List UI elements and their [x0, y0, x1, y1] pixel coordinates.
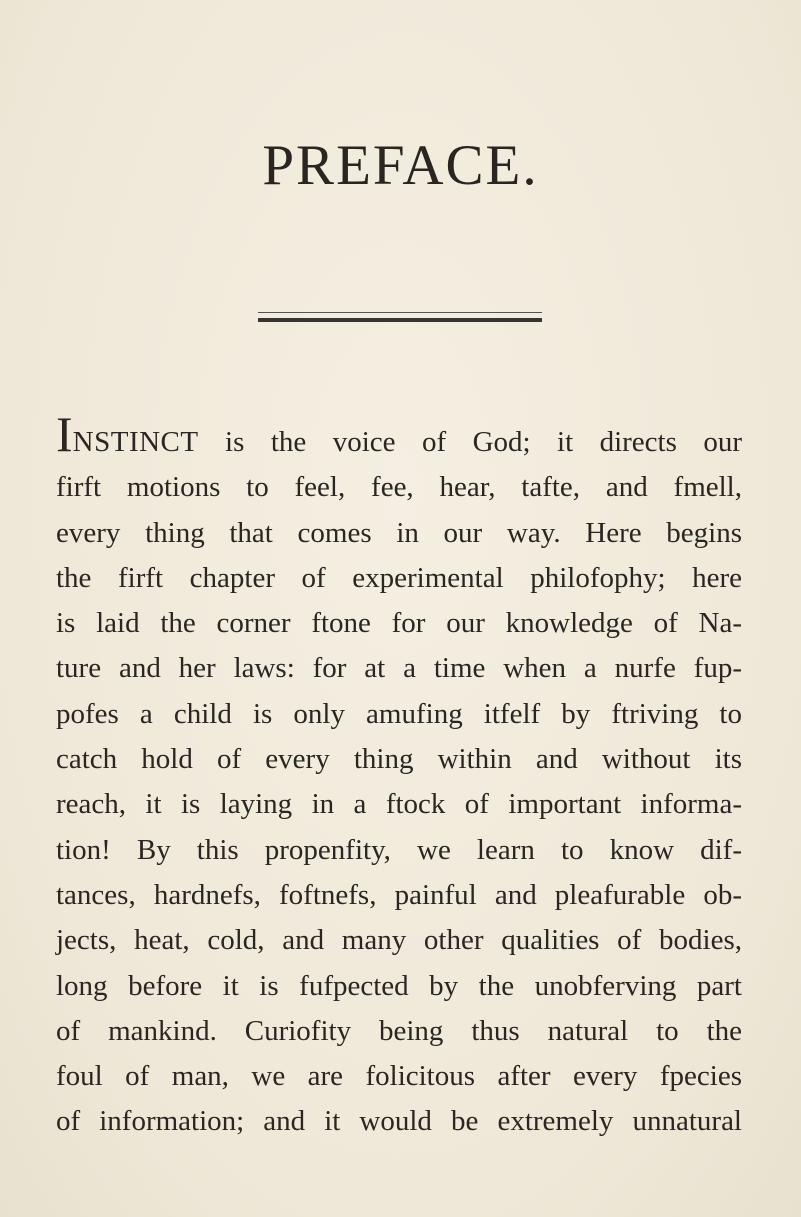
- page-title: PREFACE.: [262, 134, 539, 197]
- text-line-16: of information; and it would be extremely unnatural: [56, 1105, 742, 1138]
- text-line-8: catch hold of every thing within and without its: [56, 743, 742, 776]
- drop-capital: I: [56, 406, 73, 462]
- text-line-5: is laid the corner ftone for our knowledge of Na-: [56, 607, 742, 640]
- text-line-9: reach, it is laying in a ftock of important informa-: [56, 788, 742, 821]
- preface-body: [56, 406, 742, 1145]
- text-line-13: long before it is fufpected by the unobferving part: [56, 969, 742, 1002]
- text-line-14: of mankind. Curiofity being thus natural to the: [56, 1014, 742, 1047]
- text-line-4: the firft chapter of experimental philofophy; here: [56, 561, 742, 594]
- text-line-2: firft motions to feel, fee, hear, tafte, and fmell,: [56, 471, 742, 504]
- text-line-6: ture and her laws: for at a time when a nurfe fup-: [56, 652, 742, 685]
- title-rule: [258, 318, 542, 322]
- text-line-3: every thing that comes in our way. Here begins: [56, 516, 742, 549]
- text-line-12: jects, heat, cold, and many other qualities of bodies,: [56, 924, 742, 957]
- text-line-10: tion! By this propenfity, we learn to know dif-: [56, 833, 742, 866]
- text-line-7: pofes a child is only amufing itfelf by ftriving to: [56, 697, 742, 730]
- title-rule-thin: [258, 312, 542, 313]
- opening-word: NSTINCT: [72, 426, 199, 458]
- text-line-1-rest: is the voice of God; it directs our: [198, 426, 742, 458]
- text-line-1: [56, 406, 742, 465]
- text-line-11: tances, hardnefs, foftnefs, painful and pleafurable ob-: [56, 878, 742, 911]
- text-line-15: foul of man, we are folicitous after every fpecies: [56, 1060, 742, 1093]
